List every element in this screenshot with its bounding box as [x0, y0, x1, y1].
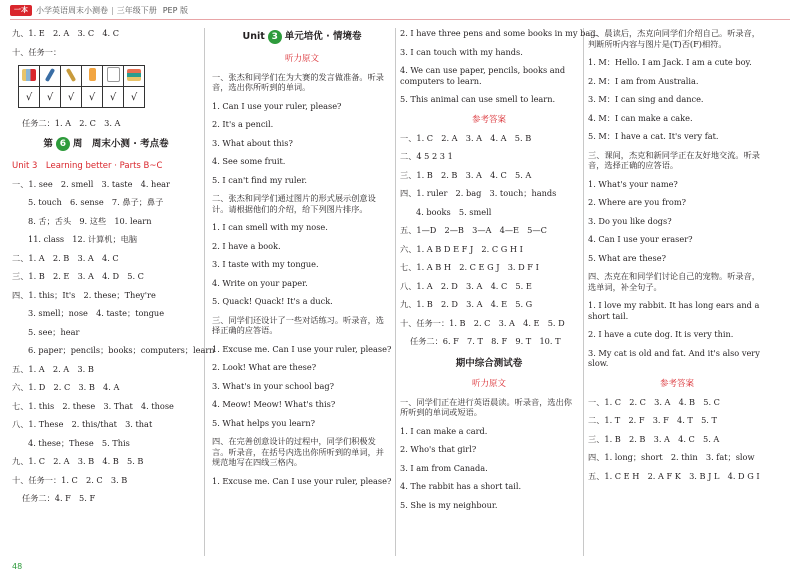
books-icon	[124, 66, 145, 87]
script-line: 5. What are these?	[588, 252, 666, 263]
script-line: 3. What about this?	[212, 137, 293, 148]
answer-line: 任务二：1. A 2. C 3. A	[22, 118, 121, 128]
check-mark: √	[103, 87, 124, 108]
script-line: 4. See some fruit.	[212, 156, 286, 166]
answer-line: 任务二：6. F 7. T 8. F 9. T 10. T	[410, 336, 561, 346]
pen-icon	[40, 66, 61, 87]
script-line: 2. I have three pens and some books in my bag.	[400, 28, 599, 38]
answer-line: 九、1. C 2. A 3. B 4. B 5. B	[12, 456, 144, 466]
answers-title: 参考答案	[659, 378, 694, 389]
question-line: 一、张杰和同学们在为大赛的发言做准备。听录音，选出你所听到的单词。	[212, 71, 384, 92]
answer-line: 一、1. see 2. smell 3. taste 4. hear	[12, 178, 170, 189]
check-mark: √	[19, 87, 40, 108]
script-line: 1. I love my rabbit. It has long ears and a short tail.	[588, 300, 760, 321]
listening-title: 听力原文	[471, 378, 506, 389]
answer-line: 一、1. C 2. C 3. A 4. B 5. C	[588, 396, 720, 407]
check-mark: √	[61, 87, 82, 108]
answer-line: 6. paper；pencils；books；computers；learn	[28, 345, 215, 355]
question-line: 三、课间，杰克和新同学正在友好地交流。听录音，选择正确的应答语。	[588, 149, 760, 170]
script-line: 4. Can I use your eraser?	[588, 234, 693, 244]
column-divider	[395, 28, 396, 556]
script-line: 1. Excuse me. Can I use your ruler, please?	[212, 475, 392, 486]
script-line: 4. The rabbit has a short tail.	[400, 481, 522, 491]
brand-logo: 一本	[10, 5, 32, 16]
script-line: 5. Quack! Quack! It's a duck.	[212, 296, 333, 306]
unit-number-badge: 3	[268, 30, 282, 44]
pencils-icon	[19, 66, 40, 87]
script-line: 3. M：I can sing and dance.	[588, 94, 704, 104]
script-line: 4. M：I can make a cake.	[588, 112, 693, 123]
answer-line: 六、1. D 2. C 3. B 4. A	[12, 382, 120, 392]
script-line: 4. Write on your paper.	[212, 277, 308, 288]
script-line: 2. It's a pencil.	[212, 119, 274, 129]
unit-subtitle: Unit 3 Learning better · Parts B~C	[12, 160, 163, 171]
answer-line: 六、1. A B D E F J 2. C G H I	[400, 243, 523, 254]
answers-title: 参考答案	[471, 114, 506, 125]
script-line: 1. Can I use your ruler, please?	[212, 100, 342, 111]
question-line: 二、晨读后，杰克向同学们介绍自己。听录音，判断所听内容与图片是(T)否(F)相符。	[588, 28, 760, 49]
check-mark: √	[82, 87, 103, 108]
page-number: 48	[12, 562, 23, 571]
question-line: 四、杰克在和同学们讨论自己的宠物。听录音，选单词，补全句子。	[588, 271, 760, 292]
answer-line: 4. books 5. smell	[416, 206, 492, 217]
unit-heading: Unit 3 单元培优 · 情境卷	[242, 31, 362, 42]
question-line: 三、同学们还设计了一些对话练习。听录音，选择正确的应答语。	[212, 314, 384, 335]
script-line: 1. M：Hello. I am Jack. I am a cute boy.	[588, 57, 752, 67]
answer-line: 11. class 12. 计算机；电脑	[28, 234, 138, 244]
script-line: 2. Look! What are these?	[212, 362, 317, 372]
answer-line: 二、1. A 2. B 3. A 4. C	[12, 252, 119, 263]
script-line: 1. What's your name?	[588, 178, 678, 189]
question-line: 二、张杰和同学们通过图片的形式展示创意设计。请根据他们的介绍，给下列图片排序。	[212, 193, 376, 214]
answer-line: 一、1. C 2. A 3. A 4. A 5. B	[400, 132, 532, 143]
answer-line: 八、1. A 2. D 3. A 4. C 5. E	[400, 280, 532, 291]
answer-line: 四、1. this；It's 2. these；They're	[12, 289, 156, 300]
script-line: 2. M：I am from Australia.	[588, 75, 699, 86]
week-number-badge: 6	[56, 137, 70, 151]
script-line: 2. Who's that girl?	[400, 444, 477, 454]
answer-line: 八、1. These 2. this/that 3. that	[12, 419, 153, 429]
script-line: 3. I am from Canada.	[400, 462, 488, 473]
column-divider	[204, 28, 205, 556]
script-line: 5. I can't find my ruler.	[212, 174, 307, 185]
column-4	[588, 28, 766, 489]
column-divider	[583, 28, 584, 556]
answer-line: 任务二：4. F 5. F	[22, 493, 96, 503]
series-name: 小学英语周末小测卷	[36, 5, 108, 15]
page-header: 一本 小学英语周末小测卷 | 三年级下册 PEP 版	[10, 3, 188, 17]
script-line: 5. This animal can use smell to learn.	[400, 94, 556, 104]
script-line: 3. I taste with my tongue.	[212, 259, 319, 269]
script-line: 5. M：I have a cat. It's very fat.	[588, 131, 719, 141]
answer-line: 四、1. long；short 2. thin 3. fat；slow	[588, 452, 755, 462]
notebook-icon	[103, 66, 124, 87]
answer-line: 七、1. this 2. these 3. That 4. those	[12, 400, 174, 411]
midterm-heading: 期中综合测试卷	[455, 357, 523, 369]
script-line: 1. I can smell with my nose.	[212, 222, 328, 232]
answer-line: 三、1. B 2. E 3. A 4. D 5. C	[12, 271, 144, 281]
script-line: 4. Meow! Meow! What's this?	[212, 399, 336, 409]
script-line: 2. I have a book.	[212, 240, 281, 251]
answer-line: 8. 舌；舌头 9. 这些 10. learn	[28, 215, 152, 226]
script-line: 2. I have a cute dog. It is very thin.	[588, 329, 734, 339]
answer-line: 三、1. B 2. B 3. A 4. C 5. A	[588, 433, 720, 444]
answer-line: 3. smell；nose 4. taste；tongue	[28, 308, 165, 318]
week-heading: 第 6 周 周末小测 · 考点卷	[43, 138, 169, 149]
answer-line: 十、任务一：1. C 2. C 3. B	[12, 474, 128, 485]
answer-line: 九、1. E 2. A 3. C 4. C	[12, 28, 120, 38]
answer-line: 五、1—D 2—B 3—A 4—E 5—C	[400, 225, 547, 235]
script-line: 4. We can use paper, pencils, books and computers to learn.	[400, 65, 566, 86]
edition-label: PEP 版	[162, 5, 188, 15]
check-mark: √	[40, 87, 61, 108]
answer-line: 七、1. A B H 2. C E G J 3. D F I	[400, 262, 539, 272]
answer-line: 九、1. B 2. D 3. A 4. E 5. G	[400, 299, 533, 309]
column-3	[400, 28, 599, 518]
script-line: 2. Where are you from?	[588, 197, 687, 207]
answer-line: 4. these；These 5. This	[28, 437, 130, 448]
script-line: 3. My cat is old and fat. And it's also very slow.	[588, 347, 760, 368]
answer-line: 十、任务一：	[12, 46, 62, 57]
script-line: 3. Do you like dogs?	[588, 215, 672, 226]
answer-line: 5. see；hear	[28, 326, 80, 337]
script-line: 5. She is my neighbour.	[400, 499, 498, 510]
question-line: 四、在完善创意设计的过程中，同学们积极发言。听录音，在括号内选出你所听到的单词，并规范地写在四线三格内。	[212, 436, 384, 467]
glue-icon	[82, 66, 103, 87]
column-2	[212, 28, 392, 494]
answer-line: 5. touch 6. sense 7. 鼻子；鼻子	[28, 197, 164, 207]
paintbrush-icon	[61, 66, 82, 87]
listening-title: 听力原文	[284, 53, 319, 64]
script-line: 1. I can make a card.	[400, 425, 488, 436]
picture-table	[18, 65, 145, 108]
answer-line: 五、1. C E H 2. A F K 3. B J L 4. D G I	[588, 470, 760, 481]
answer-line: 五、1. A 2. A 3. B	[12, 363, 94, 374]
script-line: 1. Excuse me. Can I use your ruler, please?	[212, 343, 392, 354]
script-line: 3. What's in your school bag?	[212, 380, 335, 391]
answer-line: 四、1. ruler 2. bag 3. touch；hands	[400, 188, 557, 198]
check-mark: √	[124, 87, 145, 108]
answer-line: 十、任务一：1. B 2. C 3. A 4. E 5. D	[400, 317, 565, 328]
script-line: 5. What helps you learn?	[212, 417, 316, 428]
answer-line: 二、4 5 2 3 1	[400, 151, 453, 161]
header-rule	[10, 19, 790, 20]
question-line: 一、同学们正在进行英语晨读。听录音，选出你所听到的单词或短语。	[400, 396, 572, 417]
column-1	[12, 28, 215, 512]
script-line: 3. I can touch with my hands.	[400, 46, 523, 57]
grade-label: 三年级下册	[116, 5, 157, 15]
answer-line: 二、1. T 2. F 3. F 4. T 5. T	[588, 415, 717, 425]
answer-line: 三、1. B 2. B 3. A 4. C 5. A	[400, 169, 532, 180]
